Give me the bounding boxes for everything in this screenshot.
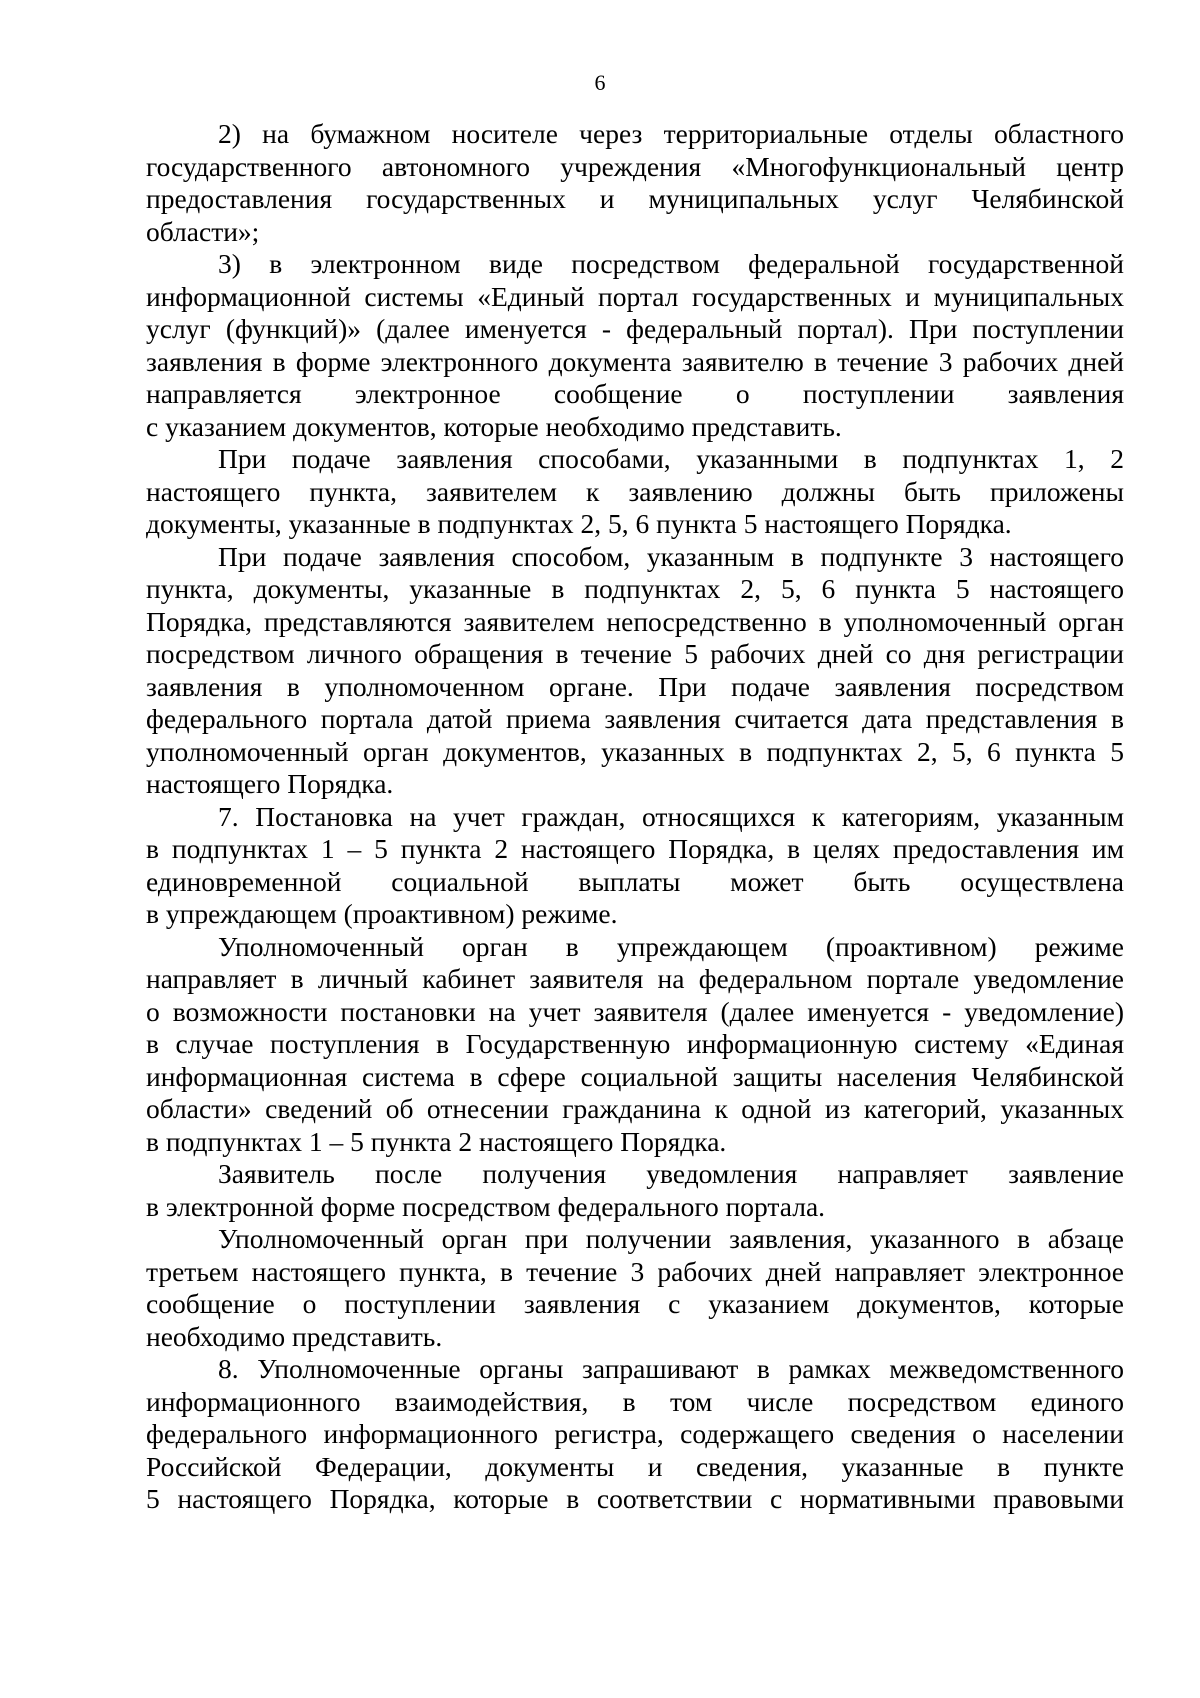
text-line: посредством личного обращения в течение 5 рабочих дней со дня регистрации <box>146 638 1124 669</box>
text-line: заявления в форме электронного документа заявителю в течение 3 рабочих дней <box>146 345 1124 377</box>
page-number: 6 <box>594 70 606 95</box>
paragraph <box>146 1223 1124 1353</box>
text-line: 2) на бумажном носителе через территориальные отделы областного <box>218 118 1124 149</box>
text-line: заявления в уполномоченном органе. При подаче заявления посредством <box>146 670 1124 702</box>
text-line: третьем настоящего пункта, в течение 3 рабочих дней направляет электронное <box>146 1255 1124 1287</box>
text-line: с указанием документов, которые необходимо представить. <box>146 410 842 442</box>
text-line: информационного взаимодействия, в том числе посредством единого <box>146 1385 1124 1417</box>
paragraph <box>146 541 1124 801</box>
text-line: в подпунктах 1 – 5 пункта 2 настоящего Порядка, в целях предоставления им <box>146 833 1124 864</box>
text-line: федерального информационного регистра, содержащего сведения о населении <box>146 1418 1124 1449</box>
paragraph <box>146 118 1124 248</box>
text-line: в упреждающем (проактивном) режиме. <box>146 898 618 929</box>
text-line: в подпунктах 1 – 5 пункта 2 настоящего Порядка. <box>146 1125 727 1157</box>
text-line: области»; <box>146 215 260 247</box>
text-line: в случае поступления в Государственную информационную систему «Единая <box>146 1028 1124 1059</box>
paragraph <box>146 1353 1124 1516</box>
text-line: Заявитель после получения уведомления направляет заявление <box>218 1158 1124 1189</box>
text-line: 8. Уполномоченные органы запрашивают в рамках межведомственного <box>218 1353 1124 1384</box>
text-line: пункта, документы, указанные в подпунктах 2, 5, 6 пункта 5 настоящего <box>146 573 1124 604</box>
text-line: информационная система в сфере социальной защиты населения Челябинской <box>146 1060 1124 1092</box>
text-line: в электронной форме посредством федерального портала. <box>146 1190 826 1222</box>
paragraph <box>146 931 1124 1159</box>
text-line: 5 настоящего Порядка, которые в соответствии с нормативными правовыми <box>146 1483 1124 1514</box>
document-body <box>146 118 1124 1516</box>
text-line: 7. Постановка на учет граждан, относящихся к категориям, указанным <box>218 800 1124 832</box>
text-line: Порядка, представляются заявителем непосредственно в уполномоченный орган <box>146 605 1124 637</box>
text-line: области» сведений об отнесении гражданина к одной из категорий, указанных <box>146 1093 1124 1124</box>
paragraph <box>146 443 1124 541</box>
text-line: государственного автономного учреждения «Многофункциональный центр <box>146 150 1124 182</box>
text-line: федерального портала датой приема заявления считается дата представления в <box>146 703 1124 734</box>
text-line: Российской Федерации, документы и сведения, указанные в пункте <box>146 1450 1124 1482</box>
text-line: уполномоченный орган документов, указанных в подпунктах 2, 5, 6 пункта 5 <box>146 735 1124 767</box>
paragraph <box>146 801 1124 931</box>
text-line: Уполномоченный орган при получении заявления, указанного в абзаце <box>218 1223 1124 1254</box>
text-line: документы, указанные в подпунктах 2, 5, 6 пункта 5 настоящего Порядка. <box>146 508 1012 539</box>
text-line: единовременной социальной выплаты может быть осуществлена <box>146 865 1124 897</box>
text-line: настоящего Порядка. <box>146 768 394 799</box>
text-line: При подаче заявления способом, указанным в подпункте 3 настоящего <box>218 540 1124 572</box>
text-line: предоставления государственных и муниципальных услуг Челябинской <box>146 183 1124 214</box>
text-line: необходимо представить. <box>146 1320 443 1352</box>
text-line: Уполномоченный орган в упреждающем (проактивном) режиме <box>218 930 1124 962</box>
text-line: услуг (функций)» (далее именуется - федеральный портал). При поступлении <box>146 313 1124 344</box>
text-line: направляет в личный кабинет заявителя на федеральном портале уведомление <box>146 963 1124 994</box>
paragraph <box>146 248 1124 443</box>
text-line: 3) в электронном виде посредством федеральной государственной <box>218 248 1124 279</box>
text-line: При подаче заявления способами, указанными в подпунктах 1, 2 <box>218 443 1124 474</box>
text-line: настоящего пункта, заявителем к заявлению должны быть приложены <box>146 475 1124 507</box>
text-line: о возможности постановки на учет заявителя (далее именуется - уведомление) <box>146 995 1124 1027</box>
text-line: сообщение о поступлении заявления с указанием документов, которые <box>146 1288 1124 1319</box>
text-line: направляется электронное сообщение о поступлении заявления <box>146 378 1124 409</box>
text-line: информационной системы «Единый портал государственных и муниципальных <box>146 280 1124 312</box>
paragraph <box>146 1158 1124 1223</box>
